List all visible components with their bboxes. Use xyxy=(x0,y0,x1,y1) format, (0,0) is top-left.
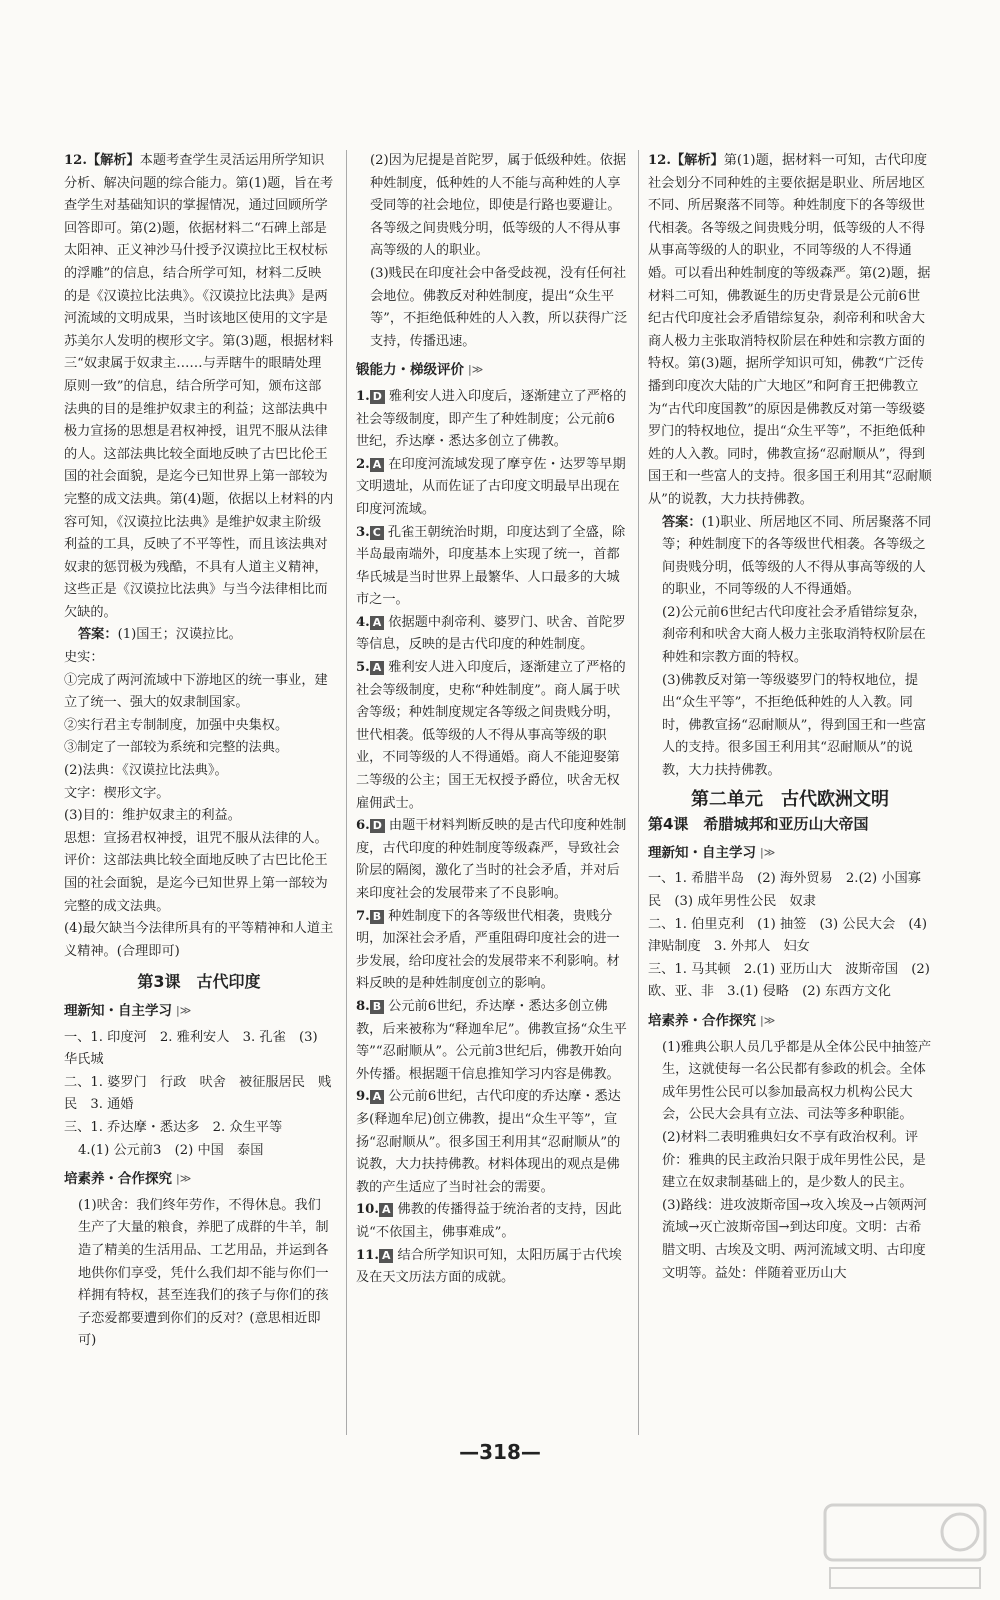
question-number: 8. xyxy=(356,998,370,1014)
answer-text: (3)佛教反对第一等级婆罗门的特权地位，提出“众生平等”，不拒绝低种姓的人入教。同时，佛教宣扬“忍耐顺从”，得到国王和一些富人的支持。很多国王利用其“忍耐顺从”的说教，大力扶持佛教。 xyxy=(662,672,927,779)
column-2 xyxy=(356,150,628,1290)
answer-choice-badge: B xyxy=(370,1000,384,1014)
answer-label: 答案： xyxy=(78,627,118,643)
question-item xyxy=(356,815,628,905)
section-heading xyxy=(64,1000,334,1023)
answer-label: 答案： xyxy=(662,514,702,530)
answer-line: 二、1. 婆罗门 行政 吠舍 被征服居民 贱民 3. 通婚 xyxy=(64,1074,332,1113)
column-divider xyxy=(346,150,347,1435)
fact-item: ③制定了一部较为系统和完整的法典。 xyxy=(64,740,289,756)
section-heading-label: 培素养・合作探究 xyxy=(648,1012,756,1029)
explanation-text: 雅利安人进入印度后，逐渐建立了严格的社会等级制度，史称“种姓制度”。商人属于吠舍等级；种姓制度规定各等级之间贵贱分明，世代相袭。低等级的人不得从事高等级的职业，不同等级的人不得通婚。商人不能迎娶第二等级的公主；国王无权授予爵位，吠舍无权雇佣武士。 xyxy=(356,660,626,811)
double-chevron-icon: |≫ xyxy=(760,845,776,859)
lesson-title: 第4课 希腊城邦和亚历山大帝国 xyxy=(648,815,869,834)
answer-text: (4)最欠缺当今法律所具有的平等精神和人道主义精神。(合理即可) xyxy=(64,921,334,959)
explanation-text: 在印度河流域发现了摩亨佐・达罗等早期文明遗址，从而佐证了古印度文明最早出现在印度河流域。 xyxy=(356,456,626,517)
explanation-text: 公元前6世纪，乔达摩・悉达多创立佛教，后来被称为“释迦牟尼”。佛教宣扬“众生平等”“忍耐顺从”。公元前3世纪后，佛教开始向外传播。根据题干信息推知学习内容是佛教。 xyxy=(356,998,627,1082)
analysis-text: 第(1)题，据材料一可知，古代印度社会划分不同种姓的主要依据是职业、所居地区不同、所居聚落不同等。种姓制度下的各等级世代相袭。各等级之间贵贱分明，低等级的人不得从事高等级的人的职业，不同等级的人不得通婚。可以看出种姓制度的等级森严。第(2)题，据材料二可知，佛教诞生的历史背景是公元前6世纪古代印度社会矛盾错综复杂，刹帝利和吠舍大商人极力主张取消特权阶层在种姓和宗教方面的特权。第(3)题，据所学知识可知，佛教“广泛传播到印度次大陆的广大地区”和阿育王把佛教立为“古代印度国教”的原因是佛教反对第一等级婆罗门的特权地位，提出“众生平等”，不拒绝低种姓的人入教。同时，佛教宣扬“忍耐顺从”，得到国王和一些富人的支持。很多国王利用其“忍耐顺从”的说教，大力扶持佛教。 xyxy=(648,153,932,507)
answer-choice-badge: A xyxy=(379,1249,394,1263)
lesson-title: 第3课 古代印度 xyxy=(137,972,261,992)
question-number: 10. xyxy=(356,1202,379,1218)
explanation-text: 雅利安人进入印度后，逐渐建立了严格的社会等级制度，即产生了种姓制度；公元前6世纪，乔达摩・悉达多创立了佛教。 xyxy=(356,388,627,450)
watermark-logo-icon xyxy=(820,1500,990,1595)
answer-choice-badge: A xyxy=(379,1203,394,1217)
question-number: 9. xyxy=(356,1089,370,1105)
question-number: 6. xyxy=(356,818,370,834)
answer-line: 三、1. 乔达摩・悉达多 2. 众生平等 xyxy=(64,1119,283,1135)
answer-line xyxy=(64,624,334,647)
answer-text: (3)目的：维护奴隶主的利益。 xyxy=(64,808,241,824)
answer-paragraph: (1)吠舍：我们终年劳作，不得休息。我们生产了大量的粮食，养肥了成群的牛羊，制造了精美的生活用品、工艺用品，并运到各地供你们享受，凭什么我们却不能与你们一样拥有特权，甚至连我们的孩子与你们的孩子恋爱都要遭到你们的反对？(意思相近即可) xyxy=(78,1197,329,1349)
question-number: 5. xyxy=(356,660,370,676)
section-heading xyxy=(356,359,628,382)
answer-paragraph: (2)因为尼提是首陀罗，属于低级种姓。依据种姓制度，低种姓的人不能与高种姓的人享受同等的社会地位，即使是行路也要避让。 xyxy=(370,153,627,214)
q12-analysis xyxy=(648,150,932,512)
answer-choice-badge: D xyxy=(370,390,385,404)
question-item xyxy=(356,1199,628,1244)
answer-text: 评价：这部法典比较全面地反映了古巴比伦王国的社会面貌，是迄今已知世界上第一部较为完整的成文法典。 xyxy=(64,853,328,914)
section-heading-label: 理新知・自主学习 xyxy=(648,844,756,861)
section-heading xyxy=(648,1010,932,1033)
explanation-text: 由题干材料判断反映的是古代印度种姓制度，古代印度的种姓制度等级森严，导致社会阶层的隔阂，激化了当时的社会矛盾，并对后来印度社会的发展带来了不良影响。 xyxy=(356,818,627,901)
section-heading-label: 培素养・合作探究 xyxy=(64,1171,172,1188)
answer-line: 4.(1) 公元前3 (2) 中国 泰国 xyxy=(78,1142,264,1158)
analysis-tag: 【解析】 xyxy=(86,153,140,168)
answer-choice-badge: A xyxy=(370,1090,385,1104)
section-heading-label: 锻能力・梯级评价 xyxy=(356,362,464,379)
question-item xyxy=(356,1086,628,1199)
answer-text: 思想：宣扬君权神授，诅咒不服从法律的人。 xyxy=(64,830,328,846)
answer-paragraph: (1)雅典公职人员几乎都是从全体公民中抽签产生，这就使每一名公民都有参政的机会。全体成年男性公民可以参加最高权力机构公民大会，公民大会具有立法、司法等多种职能。 xyxy=(662,1039,932,1123)
question-item xyxy=(356,996,628,1086)
answer-choice-badge: A xyxy=(370,661,385,675)
section-heading-label: 理新知・自主学习 xyxy=(64,1002,172,1019)
column-3 xyxy=(648,150,932,1285)
explanation-text: 种姓制度下的各等级世代相袭，贵贱分明，加深社会矛盾，严重阻碍印度社会的进一步发展，给印度社会的发展带来不利影响。材料反映的是种姓制度创立的影响。 xyxy=(356,908,620,992)
facts-label: 史实： xyxy=(64,650,104,666)
answer-paragraph: (3)路线：进攻波斯帝国→攻入埃及→占领两河流域→灭亡波斯帝国→到达印度。文明：古希腊文明、古埃及文明、两河流域文明、古印度文明等。益处：伴随着亚历山大 xyxy=(662,1197,927,1281)
answer-paragraph: (2)材料二表明雅典妇女不享有政治权利。评价：雅典的民主政治只限于成年男性公民，是建立在奴隶制基础上的，是少数人的民主。 xyxy=(662,1129,926,1191)
q12-analysis xyxy=(64,150,334,624)
answer-text: (2)公元前6世纪古代印度社会矛盾错综复杂，刹帝利和吠舍大商人极力主张取消特权阶层在种姓和宗教方面的特权。 xyxy=(662,604,927,666)
answer-line: 二、1. 伯里克利 (1) 抽签 (3) 公民大会 (4) 津贴制度 3. 外邦人 妇女 xyxy=(648,916,928,955)
answer-paragraph: (3)贱民在印度社会中备受歧视，没有任何社会地位。佛教反对种姓制度，提出“众生平等”，不拒绝低种姓的人入教，所以获得广泛支持，传播迅速。 xyxy=(370,265,628,349)
explanation-text: 依据题中刹帝利、婆罗门、吠舍、首陀罗等信息，反映的是古代印度的种姓制度。 xyxy=(356,614,626,653)
double-chevron-icon: |≫ xyxy=(468,363,484,377)
question-number: 12. xyxy=(648,153,671,168)
question-number: 12. xyxy=(64,153,87,168)
question-item xyxy=(356,522,628,612)
explanation-text: 佛教的传播得益于统治者的支持，因此说“不依国主，佛事难成”。 xyxy=(356,1202,622,1240)
answer-line xyxy=(648,512,932,602)
unit-title: 第二单元 古代欧洲文明 xyxy=(691,788,889,810)
column-1 xyxy=(64,150,334,1353)
answer-text: 文字：楔形文字。 xyxy=(64,785,170,801)
column-divider xyxy=(638,150,639,1435)
section-heading xyxy=(648,842,932,865)
question-item xyxy=(356,657,628,815)
answer-line: 一、1. 希腊半岛 (2) 海外贸易 2.(2) 小国寡民 (3) 成年男性公民 奴隶 xyxy=(648,871,921,909)
question-number: 4. xyxy=(356,614,370,630)
question-number: 2. xyxy=(356,456,370,472)
question-number: 1. xyxy=(356,388,370,404)
answer-text: (2)法典：《汉谟拉比法典》。 xyxy=(64,763,228,779)
explanation-text: 结合所学知识可知，太阳历属于古代埃及在天文历法方面的成就。 xyxy=(356,1247,622,1286)
question-item xyxy=(356,612,628,657)
answer-choice-badge: A xyxy=(370,616,385,630)
question-number: 7. xyxy=(356,908,370,924)
answer-choice-badge: C xyxy=(370,526,384,540)
question-item xyxy=(356,1245,628,1290)
question-list xyxy=(356,386,628,1290)
answer-line: 三、1. 马其顿 2.(1) 亚历山大 波斯帝国 (2) 欧、亚、非 3.(1) 侵略 (2) 东西方文化 xyxy=(648,961,930,1000)
answer-line: 一、1. 印度河 2. 雅利安人 3. 孔雀 (3) 华氏城 xyxy=(64,1029,318,1068)
answer-choice-badge: D xyxy=(370,819,385,833)
answer-text: (1)国王；汉谟拉比。 xyxy=(117,627,242,643)
question-number: 3. xyxy=(356,524,370,540)
double-chevron-icon: |≫ xyxy=(760,1013,776,1027)
answer-text: (1)职业、所居地区不同、所居聚落不同等；种姓制度下的各等级世代相袭。各等级之间贵贱分明，低等级的人不得从事高等级的人的职业，不同等级的人不得通婚。 xyxy=(662,514,932,598)
fact-item: ①完成了两河流域中下游地区的统一事业，建立了统一、强大的奴隶制国家。 xyxy=(64,672,328,711)
double-chevron-icon: |≫ xyxy=(176,1172,192,1186)
question-number: 11. xyxy=(356,1247,379,1263)
fact-item: ②实行君主专制制度，加强中央集权。 xyxy=(64,717,289,733)
double-chevron-icon: |≫ xyxy=(176,1003,192,1017)
section-heading xyxy=(64,1168,334,1191)
page-number: —318— xyxy=(459,1440,541,1464)
answer-choice-badge: B xyxy=(370,910,384,924)
answer-choice-badge: A xyxy=(370,458,385,472)
explanation-text: 孔雀王朝统治时期，印度达到了全盛，除半岛最南端外，印度基本上实现了统一，首都华氏城是当时世界上最繁华、人口最多的大城市之一。 xyxy=(356,524,626,608)
analysis-tag: 【解析】 xyxy=(670,153,724,168)
analysis-text: 本题考查学生灵活运用所学知识分析、解决问题的综合能力。第(1)题，旨在考查学生对基础知识的掌握情况，通过回顾所学回答即可。第(2)题，依据材料二“石碑上部是太阳神、正义神沙马什授予汉谟拉比王权杖标的浮雕”的信息，结合所学可知，材料二反映的是《汉谟拉比法典》。《汉谟拉比法典》是两河流域的文明成果，当时该地区使用的文字是苏美尔人发明的楔形文字。第(3)题，根据材料三“奴隶属于奴隶主……与弄瞎牛的眼睛处理原则一致”的信息，结合所学可知，颁布这部法典的目的是维护奴隶主的利益；这部法典中极力宣扬的思想是君权神授，诅咒不服从法律的人。这部法典比较全面地反映了古巴比伦王国的社会面貌，是迄今已知世界上第一部较为完整的成文法典。第(4)题，依据以上材料的内容可知，《汉谟拉比法典》是维护奴隶主阶级利益的工具，反映了不平等性，而且该法典对奴隶的惩罚极为残酷，不具有人道主义精神，这些正是《汉谟拉比法典》与当今法律相比而欠缺的。 xyxy=(64,153,334,620)
question-item xyxy=(356,386,628,454)
explanation-text: 公元前6世纪，古代印度的乔达摩・悉达多(释迦牟尼)创立佛教，提出“众生平等”，宣扬“忍耐顺从”。很多国王利用其“忍耐顺从”的说教，大力扶持佛教。材料体现出的观点是佛教的产生适应了当时社会的需要。 xyxy=(356,1089,621,1195)
question-item xyxy=(356,454,628,522)
answer-paragraph: 各等级之间贵贱分明，低等级的人不得从事高等级的人的职业。 xyxy=(370,220,621,259)
question-item xyxy=(356,906,628,996)
